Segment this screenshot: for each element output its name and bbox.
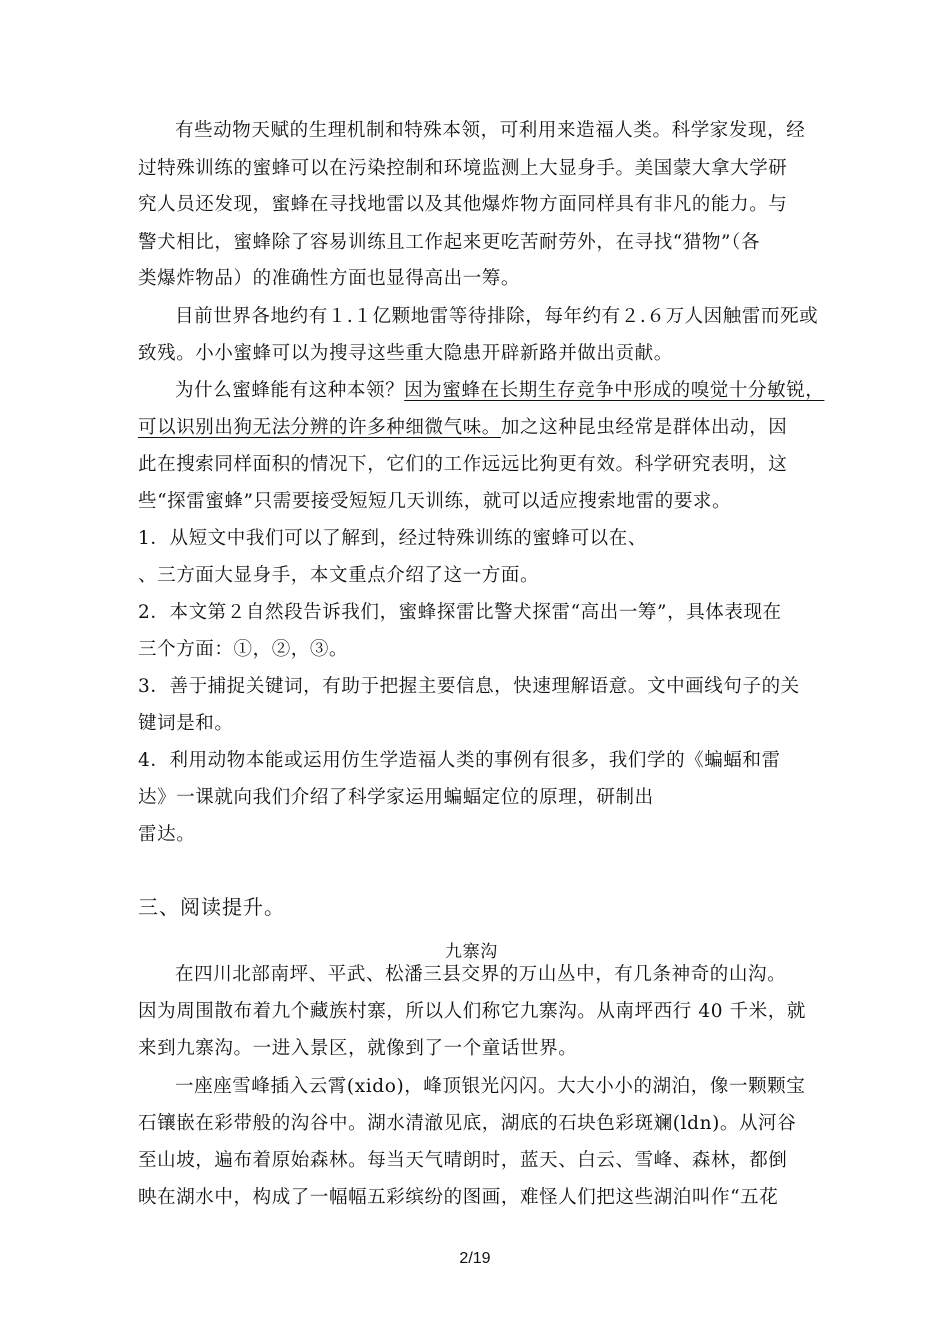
- jz-p2-line-3: 至山坡，遍布着原始森林。每当天气晴朗时，蓝天、白云、雪峰、森林，都倒: [138, 1150, 788, 1171]
- question-1-line-2: 、三方面大显身手，本文重点介绍了这一方面。: [138, 565, 540, 586]
- jz-p2-line-1: 一座座雪峰插入云霄(xido)，峰顶银光闪闪。大大小小的湖泊，像一颗颗宝: [175, 1076, 806, 1097]
- section-heading: 三、阅读提升。: [138, 895, 285, 919]
- page-number: 2/19: [459, 1250, 491, 1267]
- p3-line-2-rest: 加之这种昆虫经常是群体出动，因: [500, 417, 788, 438]
- p1-line-5: 类爆炸物品）的准确性方面也显得高出一筹。: [138, 268, 521, 289]
- question-3-line-1: 3．善于捕捉关键词，有助于把握主要信息，快速理解语意。文中画线句子的关: [138, 676, 800, 697]
- jz-p1-line-1: 在四川北部南坪、平武、松潘三县交界的万山丛中，有几条神奇的山沟。: [175, 964, 787, 985]
- question-3-line-2: 键词是和。: [138, 713, 234, 734]
- p2-line-1: 目前世界各地约有１.１亿颗地雷等待排除，每年约有２.６万人因触雷而死或: [175, 306, 819, 327]
- p1-line-3: 究人员还发现，蜜蜂在寻找地雷以及其他爆炸物方面同样具有非凡的能力。与: [138, 194, 788, 215]
- p3-line-4: 些“探雷蜜蜂”只需要接受短短几天训练，就可以适应搜索地雷的要求。: [138, 491, 732, 512]
- question-4-line-1: 4．利用动物本能或运用仿生学造福人类的事例有很多，我们学的《蝙蝠和雷: [138, 750, 781, 771]
- p1-line-4: 警犬相比，蜜蜂除了容易训练且工作起来更吃苦耐劳外，在寻找“猎物”（各: [138, 232, 761, 253]
- p3-question-text: 为什么蜜蜂能有这种本领？: [175, 380, 405, 401]
- underlined-sentence-part-1: 因为蜜蜂在长期生存竞争中形成的嗅觉十分敏锐，: [404, 380, 825, 401]
- p1-line-2: 过特殊训练的蜜蜂可以在污染控制和环境监测上大显身手。美国蒙大拿大学研: [138, 158, 788, 179]
- p3-line-3: 此在搜索同样面积的情况下，它们的工作远远比狗更有效。科学研究表明，这: [138, 454, 788, 475]
- jz-p1-line-3: 来到九寨沟。一进入景区，就像到了一个童话世界。: [138, 1038, 578, 1059]
- question-2-line-2: 三个方面：①，②，③。: [138, 639, 349, 660]
- question-1-line-1: 1．从短文中我们可以了解到，经过特殊训练的蜜蜂可以在、: [138, 528, 647, 549]
- p2-line-2: 致残。小小蜜蜂可以为搜寻这些重大隐患开辟新路并做出贡献。: [138, 343, 673, 364]
- jz-p2-line-2: 石镶嵌在彩带般的沟谷中。湖水清澈见底，湖底的石块色彩斑斓(ldn)。从河谷: [138, 1113, 797, 1134]
- question-4-line-3: 雷达。: [138, 824, 196, 845]
- jz-p1-line-2: 因为周围散布着九个藏族村寨，所以人们称它九寨沟。从南坪西行 40 千米，就: [138, 1001, 807, 1022]
- jz-p2-line-4: 映在湖水中，构成了一幅幅五彩缤纷的图画，难怪人们把这些湖泊叫作“五花: [138, 1187, 779, 1208]
- question-2-line-1: 2．本文第２自然段告诉我们，蜜蜂探雷比警犬探雷“高出一筹”，具体表现在: [138, 602, 782, 623]
- p3-line-2: [138, 416, 787, 440]
- passage-title: 九寨沟: [445, 942, 498, 962]
- underlined-sentence-part-2: 可以识别出狗无法分辨的许多种细微气味。: [138, 417, 501, 438]
- p3-line-1: [175, 379, 824, 403]
- question-4-line-2: 达》一课就向我们介绍了科学家运用蝙蝠定位的原理，研制出: [138, 787, 654, 808]
- p1-line-1: 有些动物天赋的生理机制和特殊本领，可利用来造福人类。科学家发现，经: [175, 120, 806, 141]
